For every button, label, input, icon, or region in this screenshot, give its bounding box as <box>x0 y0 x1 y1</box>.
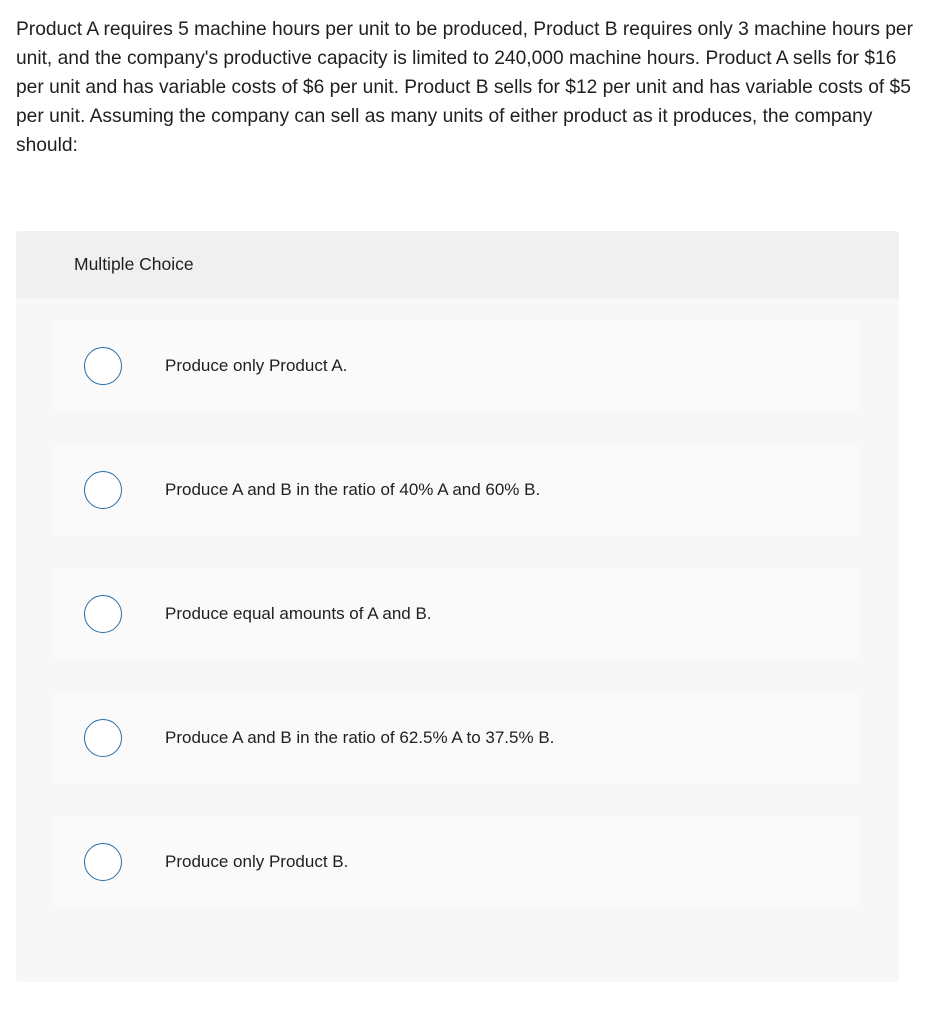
radio-button[interactable] <box>84 719 122 757</box>
answer-option-5[interactable] <box>52 817 860 907</box>
multiple-choice-panel <box>16 231 899 982</box>
multiple-choice-label: Multiple Choice <box>74 254 194 274</box>
radio-button[interactable] <box>84 595 122 633</box>
question-text: Product A requires 5 machine hours per unit to be produced, Product B requires only 3 machine hours per unit, and the company's productive capacity is limited to 240,000 machine hours. Product A sells for $16 per unit and has variable costs of $6 per unit. Product B sells for $12 per unit and has variable costs of $5 per unit. Assuming the company can sell as many units of either product as it produces, the company should: <box>16 19 913 156</box>
answer-option-label: Produce A and B in the ratio of 40% A and 60% B. <box>165 480 541 499</box>
answer-option-label: Produce A and B in the ratio of 62.5% A to 37.5% B. <box>165 728 555 747</box>
answer-option-4[interactable] <box>52 693 860 783</box>
radio-button[interactable] <box>84 843 122 881</box>
radio-button[interactable] <box>84 347 122 385</box>
answer-option-1[interactable] <box>52 321 860 411</box>
answer-option-3[interactable] <box>52 569 860 659</box>
radio-button[interactable] <box>84 471 122 509</box>
answer-option-label: Produce only Product A. <box>165 356 348 375</box>
answer-option-2[interactable] <box>52 445 860 535</box>
answer-option-label: Produce only Product B. <box>165 852 349 871</box>
answer-option-label: Produce equal amounts of A and B. <box>165 604 432 623</box>
multiple-choice-header <box>16 231 899 298</box>
